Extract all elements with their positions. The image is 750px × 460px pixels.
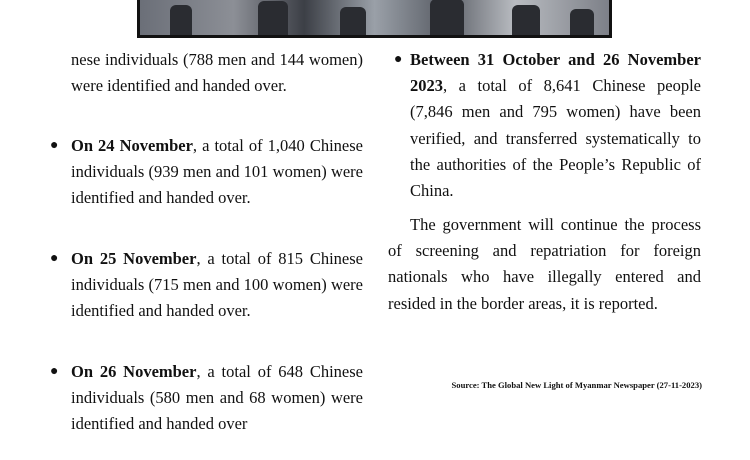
item-date: On 24 November <box>71 136 193 155</box>
bullet-icon: ● <box>50 364 59 379</box>
closing-paragraph <box>388 212 701 317</box>
item-date: On 26 November <box>71 362 197 381</box>
item-text: , a total of 648 Chinese individuals (580 men and 68 women) were identified and handed over <box>71 362 363 434</box>
item-text: , a total of 815 Chinese individuals (715 men and 100 women) were identified and handed over. <box>71 249 363 321</box>
list-item <box>44 246 363 325</box>
paragraph-text: The government will continue the process of screening and repatriation for foreign nationals who have illegally entered and resided in the border areas, it is reported. <box>388 215 701 313</box>
list-item <box>388 47 701 204</box>
bullet-icon: ● <box>50 138 59 153</box>
bullet-icon: ● <box>50 251 59 266</box>
item-text: , a total of 1,040 Chinese individuals (939 men and 101 women) were identified and handed over. <box>71 136 363 208</box>
list-item-continuation <box>44 47 363 99</box>
item-date: Between 31 October and 26 November 2023 <box>410 50 701 96</box>
item-text: , a total of 8,641 Chinese people (7,846 men and 795 women) have been verified, and transferred systematically to the authorities of the People’s Republic of China. <box>410 76 701 201</box>
item-date: On 25 November <box>71 249 197 268</box>
bullet-icon: ● <box>394 52 403 67</box>
list-item <box>44 133 363 212</box>
source-credit: Source: The Global New Light of Myanmar Newspaper (27-11-2023) <box>451 380 702 390</box>
news-photo <box>137 0 612 38</box>
continuation-text: nese individuals (788 men and 144 women) were identified and handed over. <box>71 50 363 96</box>
list-item <box>44 359 363 438</box>
